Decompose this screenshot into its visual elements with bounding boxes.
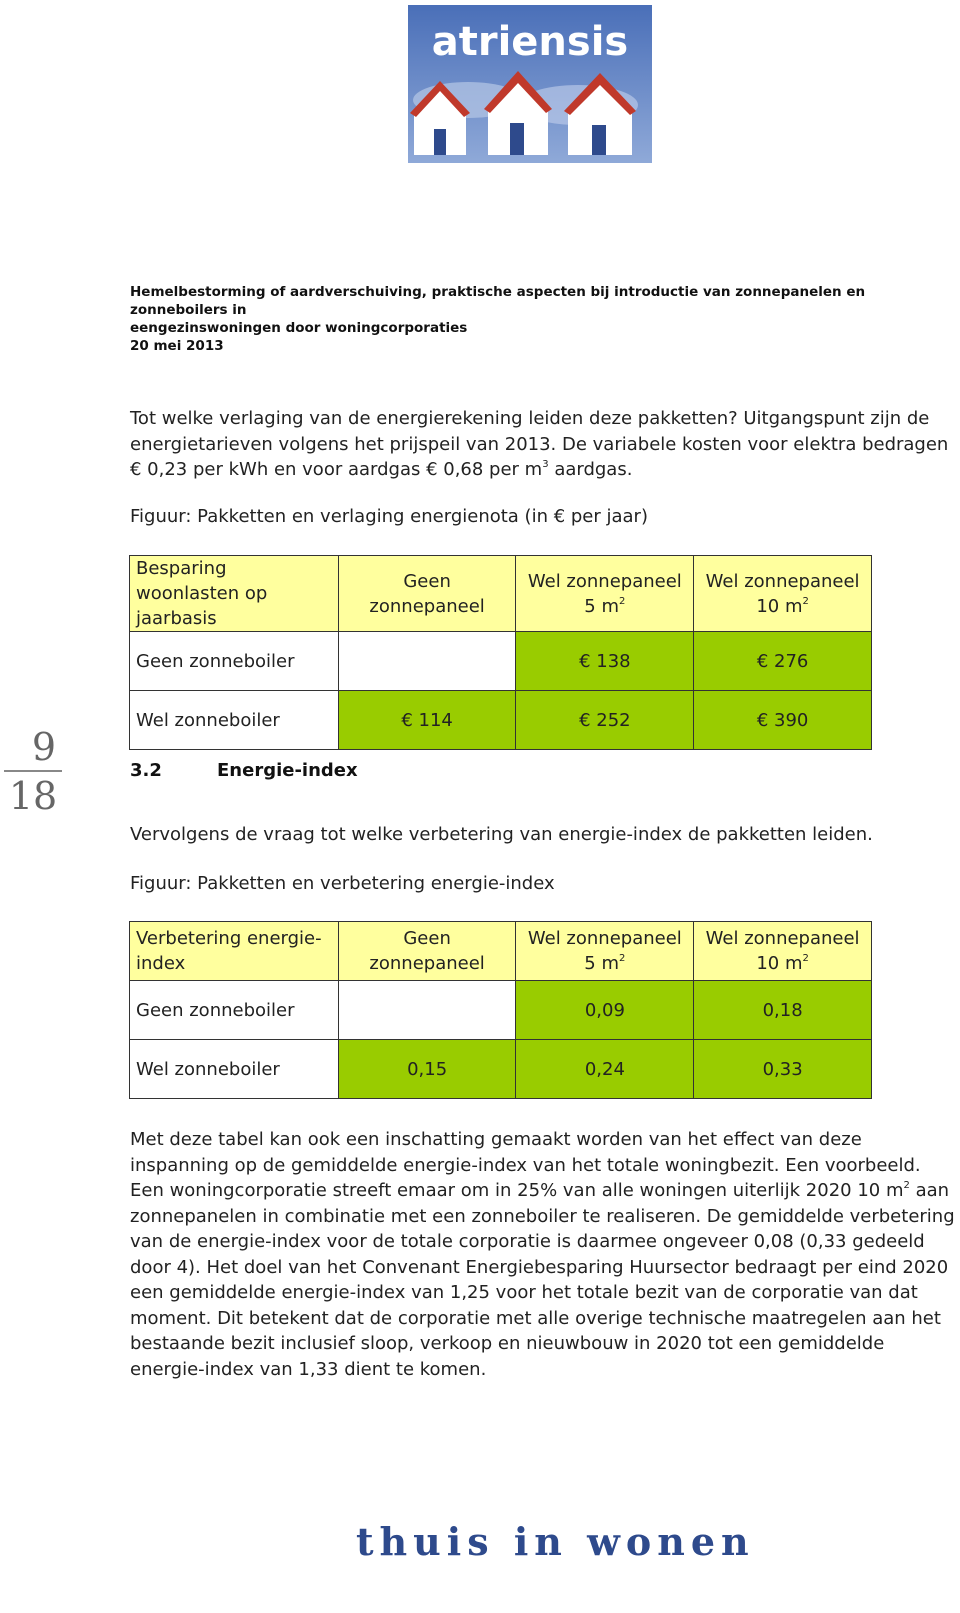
- header-cell: Verbetering energie-index: [130, 922, 339, 981]
- document-title-line1: Hemelbestorming of aardverschuiving, praktische aspecten bij introductie van zonnepanelen en zonneboilers in: [130, 284, 866, 318]
- row-label: Wel zonneboiler: [130, 1040, 339, 1099]
- section-intro: Vervolgens de vraag tot welke verbetering van energie-index de pakketten leiden.: [130, 824, 873, 845]
- section-number: 3.2: [130, 760, 162, 781]
- logo-text: atriensis: [431, 19, 629, 65]
- table-cell: [338, 632, 516, 691]
- header-cell: Wel zonnepaneel 10 $m^2$: [694, 556, 872, 632]
- row-label: Wel zonneboiler: [130, 691, 339, 750]
- table-cell: [338, 981, 516, 1040]
- table-cell: € 138: [516, 632, 694, 691]
- header-cell: Geen zonnepaneel: [338, 556, 516, 632]
- header-cell: Wel zonnepaneel 10 $m^2$: [694, 922, 872, 981]
- document-header: [130, 283, 910, 355]
- table-cell: 0,33: [694, 1040, 872, 1099]
- page-current: 9: [31, 725, 56, 769]
- section-heading: [130, 760, 358, 781]
- table-cell: € 276: [694, 632, 872, 691]
- header-cell: Besparing woonlasten op jaarbasis: [130, 556, 339, 632]
- document-title-line2: eengezinswoningen door woningcorporaties: [130, 320, 468, 336]
- row-label: Geen zonneboiler: [130, 981, 339, 1040]
- energy-bill-table: [129, 555, 872, 750]
- page-total: 18: [8, 774, 58, 818]
- header-cell: Geen zonnepaneel: [338, 922, 516, 981]
- table-row: [130, 1040, 872, 1099]
- table-header-row: [130, 556, 872, 632]
- table2-caption: Figuur: Pakketten en verbetering energie-index: [130, 873, 555, 894]
- section-title: Energie-index: [217, 760, 358, 781]
- table-cell: 0,15: [338, 1040, 516, 1099]
- table-cell: € 390: [694, 691, 872, 750]
- table-cell: € 252: [516, 691, 694, 750]
- table1-caption: Figuur: Pakketten en verlaging energienota (in € per jaar): [130, 506, 648, 527]
- atriensis-logo: [408, 5, 652, 163]
- header-cell: Wel zonnepaneel 5 $m^2$: [516, 556, 694, 632]
- table-row: [130, 632, 872, 691]
- header-cell: Wel zonnepaneel 5 $m^2$: [516, 922, 694, 981]
- table-cell: 0,09: [516, 981, 694, 1040]
- table-row: [130, 691, 872, 750]
- intro-paragraph: Tot welke verlaging van de energierekening leiden deze pakketten? Uitgangspunt zijn de energietarieven volgens het prijspeil van 2013. De variabele kosten voor elektra bedragen € 0,23 per kWh en voor aardgas € 0,68 per $m^3$ aardgas.: [130, 408, 949, 480]
- table-row: [130, 981, 872, 1040]
- body-paragraph: Met deze tabel kan ook een inschatting gemaakt worden van het effect van deze inspanning op de gemiddelde energie-index van het totale woningbezit. Een voorbeeld. Een woningcorporatie streeft emaar om in 25% van alle woningen uiterlijk 2020 10 $m^2$ aan zonnepanelen in combinatie met een zonneboiler te realiseren. De gemiddelde verbetering van de energie-index voor de totale corporatie is daarmee ongeveer 0,08 (0,33 gedeeld door 4). Het doel van het Convenant Energiebesparing Huursector bedraagt per eind 2020 een gemiddelde energie-index van 1,25 voor het totale bezit van de corporatie van dat moment. Dit betekent dat de corporatie met alle overige technische maatregelen aan het bestaande bezit inclusief sloop, verkoop en nieuwbouw in 2020 tot een gemiddelde energie-index van 1,33 dient te komen.: [130, 1129, 955, 1380]
- table-header-row: [130, 922, 872, 981]
- page-number-divider: [4, 770, 62, 772]
- table-cell: € 114: [338, 691, 516, 750]
- table-cell: 0,18: [694, 981, 872, 1040]
- table-cell: 0,24: [516, 1040, 694, 1099]
- footer-logo: thuis in wonen: [356, 1519, 755, 1564]
- energy-index-table: [129, 921, 872, 1099]
- row-label: Geen zonneboiler: [130, 632, 339, 691]
- page-number: [4, 725, 62, 818]
- document-date: 20 mei 2013: [130, 338, 224, 354]
